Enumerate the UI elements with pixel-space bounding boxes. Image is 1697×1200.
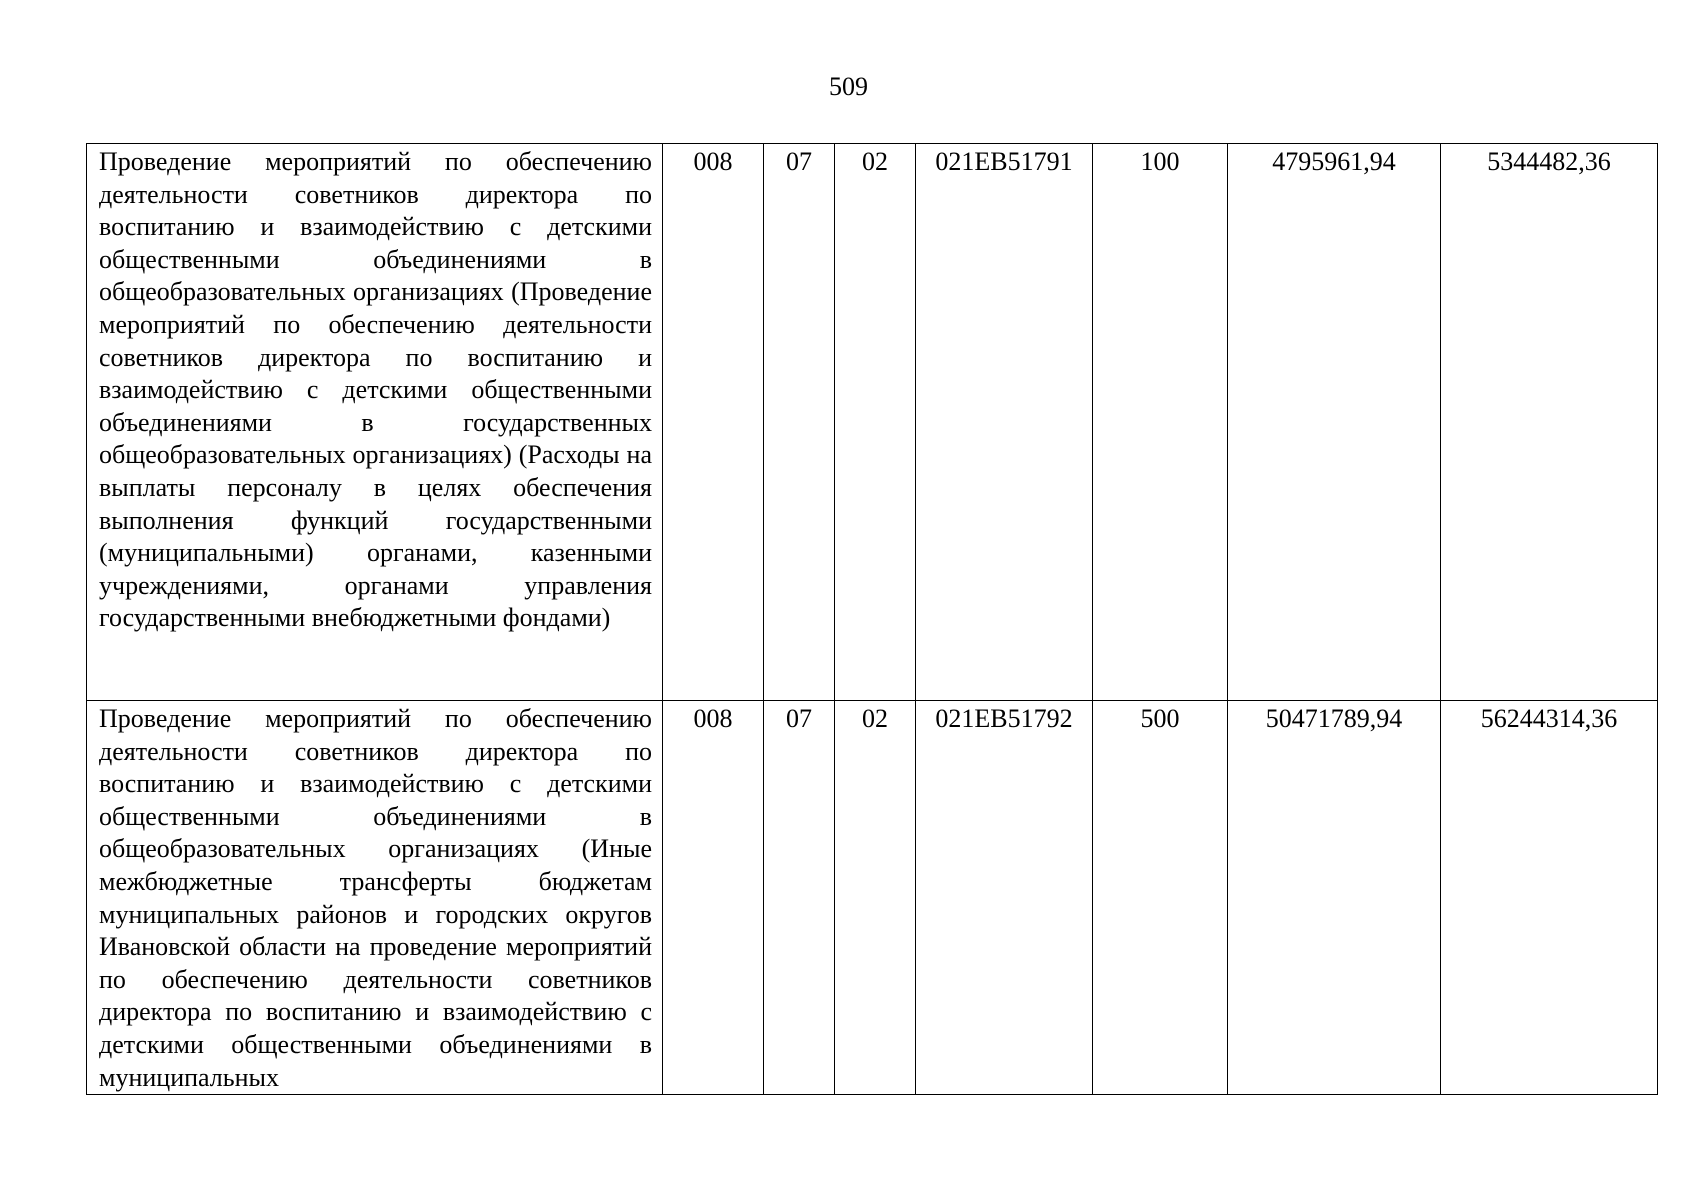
expense-description-cell: Проведение мероприятий по обеспечению деятельности советников директора по воспитанию и взаимодействию с детскими общественными объединениями в общеобразовательных организациях (Проведение мероприятий по обеспечению деятельности советников директора по воспитанию и взаимодействию с детскими общественными объединениями в государственных общеобразовательных организациях) (Расходы на выплаты персоналу в целях обеспечения выполнения функций государственными (муниципальными) органами, казенными учреждениями, органами управления государственными внебюджетными фондами) — [87, 144, 663, 701]
subsection-code-cell: 02 — [835, 144, 916, 701]
table-row — [87, 701, 1658, 1095]
expense-type-code-cell: 500 — [1093, 701, 1228, 1095]
amount-year-1-cell: 50471789,94 — [1228, 701, 1441, 1095]
expense-type-code-cell: 100 — [1093, 144, 1228, 701]
page-number: 509 — [829, 72, 868, 101]
section-code-cell: 07 — [764, 701, 835, 1095]
subsection-code-cell: 02 — [835, 701, 916, 1095]
table-row — [87, 144, 1658, 701]
target-article-code-cell: 021EB51792 — [916, 701, 1093, 1095]
amount-year-2-cell: 5344482,36 — [1441, 144, 1658, 701]
amount-year-2-cell: 56244314,36 — [1441, 701, 1658, 1095]
budget-table — [86, 143, 1658, 1095]
amount-year-1-cell: 4795961,94 — [1228, 144, 1441, 701]
department-code-cell: 008 — [663, 701, 764, 1095]
department-code-cell: 008 — [663, 144, 764, 701]
section-code-cell: 07 — [764, 144, 835, 701]
expense-description-cell: Проведение мероприятий по обеспечению деятельности советников директора по воспитанию и взаимодействию с детскими общественными объединениями в общеобразовательных организациях (Иные межбюджетные трансферты бюджетам муниципальных районов и городских округов Ивановской области на проведение мероприятий по обеспечению деятельности советников директора по воспитанию и взаимодействию с детскими общественными объединениями в муниципальных — [87, 701, 663, 1095]
target-article-code-cell: 021EB51791 — [916, 144, 1093, 701]
